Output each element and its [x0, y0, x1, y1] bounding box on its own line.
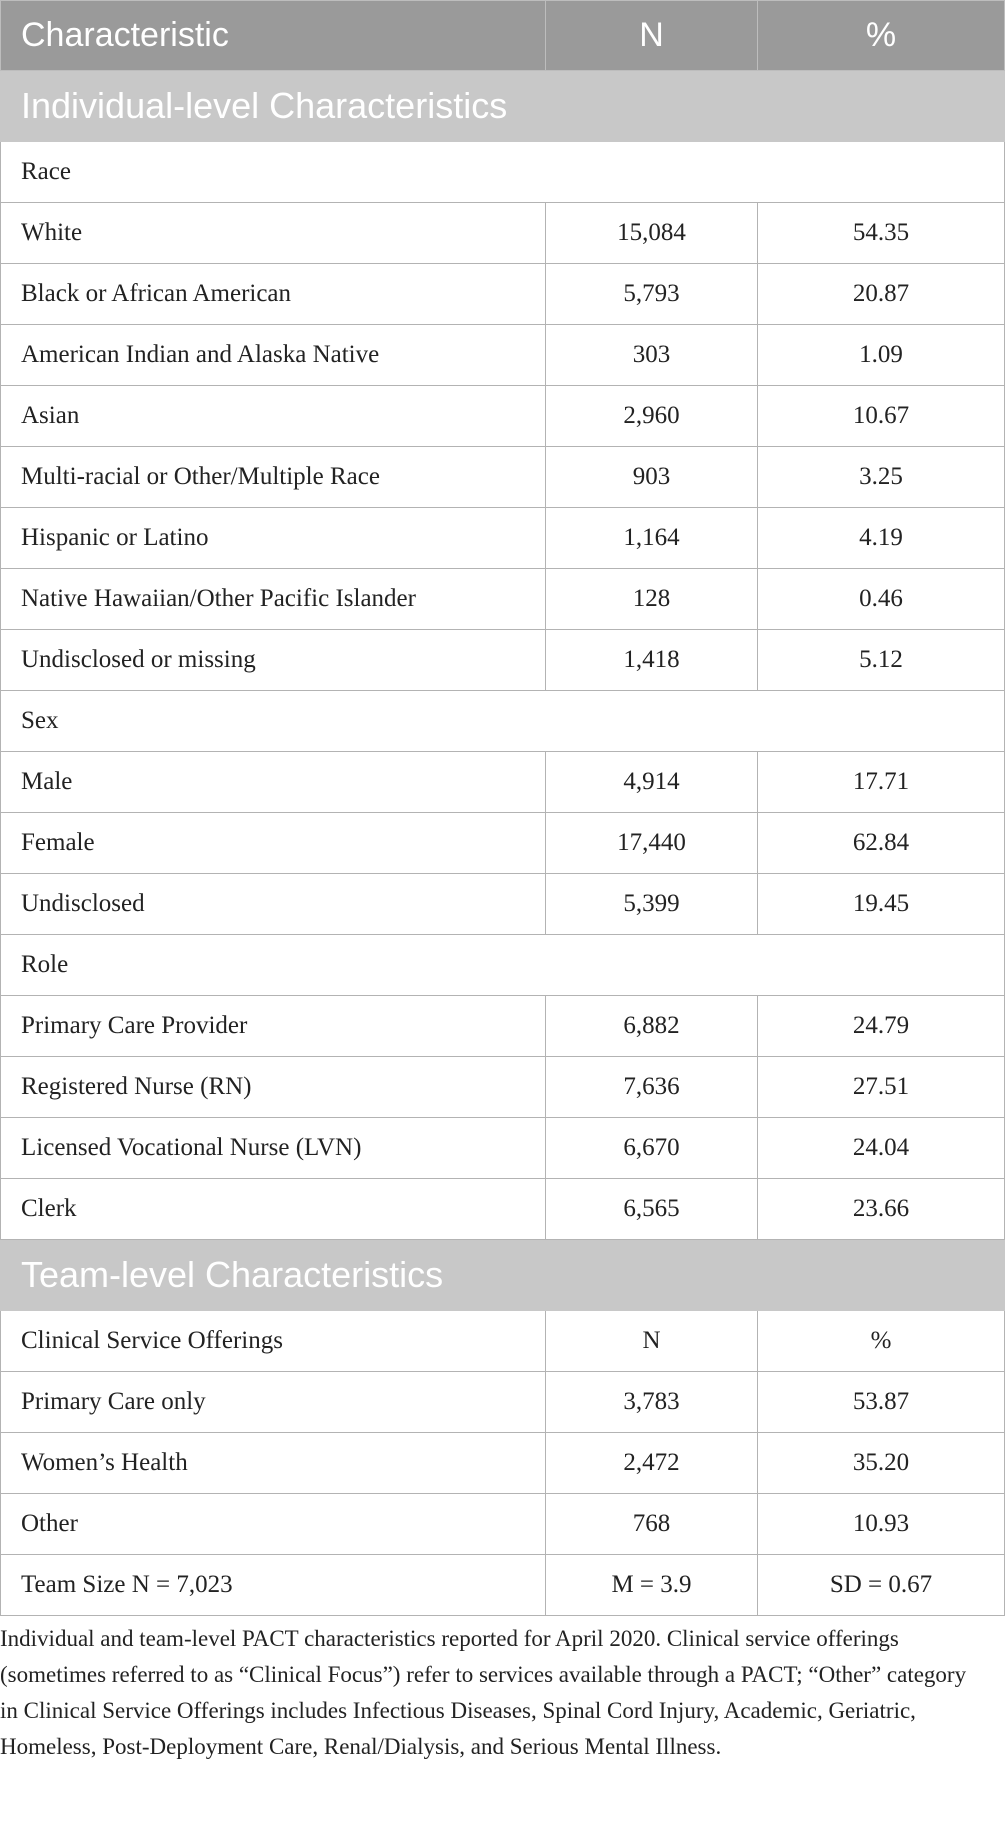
- group-label: Race: [1, 142, 1005, 203]
- row-label: Clerk: [1, 1179, 546, 1240]
- group-label: Sex: [1, 691, 1005, 752]
- row-percent: 5.12: [758, 630, 1005, 691]
- section-team-level: [1, 1240, 1005, 1311]
- group-row-sex: [1, 691, 1005, 752]
- table-row: [1, 813, 1005, 874]
- row-percent: 54.35: [758, 203, 1005, 264]
- row-label: Hispanic or Latino: [1, 508, 546, 569]
- row-n: 3,783: [546, 1372, 758, 1433]
- row-label: Black or African American: [1, 264, 546, 325]
- row-label: Asian: [1, 386, 546, 447]
- table-row: [1, 1372, 1005, 1433]
- table-row: [1, 325, 1005, 386]
- table-row: [1, 1118, 1005, 1179]
- row-n: 903: [546, 447, 758, 508]
- table-row: [1, 1179, 1005, 1240]
- row-percent: 4.19: [758, 508, 1005, 569]
- group-row-role: [1, 935, 1005, 996]
- row-n: 6,670: [546, 1118, 758, 1179]
- row-percent: 0.46: [758, 569, 1005, 630]
- row-n: 6,565: [546, 1179, 758, 1240]
- table-row: [1, 874, 1005, 935]
- row-n: 2,472: [546, 1433, 758, 1494]
- section-title: Individual-level Characteristics: [1, 71, 1005, 142]
- row-label: Other: [1, 1494, 546, 1555]
- row-percent: 23.66: [758, 1179, 1005, 1240]
- row-n: 4,914: [546, 752, 758, 813]
- table-row: [1, 508, 1005, 569]
- row-label: Undisclosed or missing: [1, 630, 546, 691]
- row-percent: 17.71: [758, 752, 1005, 813]
- row-n: 1,418: [546, 630, 758, 691]
- table-row: [1, 752, 1005, 813]
- row-percent: 10.93: [758, 1494, 1005, 1555]
- row-label: Native Hawaiian/Other Pacific Islander: [1, 569, 546, 630]
- offerings-label: Clinical Service Offerings: [1, 1311, 546, 1372]
- row-percent: SD = 0.67: [758, 1555, 1005, 1616]
- header-percent: %: [758, 1, 1005, 71]
- row-label: American Indian and Alaska Native: [1, 325, 546, 386]
- row-n: 6,882: [546, 996, 758, 1057]
- row-percent: 19.45: [758, 874, 1005, 935]
- row-label: Women’s Health: [1, 1433, 546, 1494]
- row-n: 2,960: [546, 386, 758, 447]
- row-percent: 53.87: [758, 1372, 1005, 1433]
- row-label: Team Size N = 7,023: [1, 1555, 546, 1616]
- row-label: Multi-racial or Other/Multiple Race: [1, 447, 546, 508]
- row-n: 303: [546, 325, 758, 386]
- table-footnote: Individual and team-level PACT characteristics reported for April 2020. Clinical service offerings (sometimes referred to as “Clinical Focus”) refer to services available through a PACT; “Other” category in Clinical Service Offerings includes Infectious Diseases, Spinal Cord Injury, Academic, Geriatric, Homeless, Post-Deployment Care, Renal/Dialysis, and Serious Mental Illness.: [0, 1626, 967, 1759]
- header-n: N: [546, 1, 758, 71]
- row-n: 5,399: [546, 874, 758, 935]
- row-percent: 1.09: [758, 325, 1005, 386]
- offerings-percent-header: %: [758, 1311, 1005, 1372]
- row-label: Registered Nurse (RN): [1, 1057, 546, 1118]
- row-n: 7,636: [546, 1057, 758, 1118]
- table-row: [1, 203, 1005, 264]
- row-label: Primary Care only: [1, 1372, 546, 1433]
- row-n: 15,084: [546, 203, 758, 264]
- section-title: Team-level Characteristics: [1, 1240, 1005, 1311]
- row-n: 17,440: [546, 813, 758, 874]
- row-label: Licensed Vocational Nurse (LVN): [1, 1118, 546, 1179]
- table-row: [1, 1555, 1005, 1616]
- table-row: [1, 569, 1005, 630]
- offerings-n-header: N: [546, 1311, 758, 1372]
- row-percent: 3.25: [758, 447, 1005, 508]
- row-percent: 10.67: [758, 386, 1005, 447]
- table-header-row: [1, 1, 1005, 71]
- row-percent: 27.51: [758, 1057, 1005, 1118]
- row-label: Primary Care Provider: [1, 996, 546, 1057]
- group-label: Role: [1, 935, 1005, 996]
- table-row: [1, 1494, 1005, 1555]
- row-label: Undisclosed: [1, 874, 546, 935]
- section-individual-level: [1, 71, 1005, 142]
- header-characteristic: Characteristic: [1, 1, 546, 71]
- row-label: Male: [1, 752, 546, 813]
- row-n: 128: [546, 569, 758, 630]
- row-n: 5,793: [546, 264, 758, 325]
- row-label: White: [1, 203, 546, 264]
- row-percent: 35.20: [758, 1433, 1005, 1494]
- table-row: [1, 996, 1005, 1057]
- row-label: Female: [1, 813, 546, 874]
- row-percent: 24.79: [758, 996, 1005, 1057]
- row-n: M = 3.9: [546, 1555, 758, 1616]
- table-row: [1, 1057, 1005, 1118]
- offerings-header-row: [1, 1311, 1005, 1372]
- row-percent: 62.84: [758, 813, 1005, 874]
- row-percent: 24.04: [758, 1118, 1005, 1179]
- row-n: 1,164: [546, 508, 758, 569]
- table-row: [1, 386, 1005, 447]
- table-row: [1, 447, 1005, 508]
- table-row: [1, 264, 1005, 325]
- table-row: [1, 630, 1005, 691]
- table-row: [1, 1433, 1005, 1494]
- row-n: 768: [546, 1494, 758, 1555]
- row-percent: 20.87: [758, 264, 1005, 325]
- group-row-race: [1, 142, 1005, 203]
